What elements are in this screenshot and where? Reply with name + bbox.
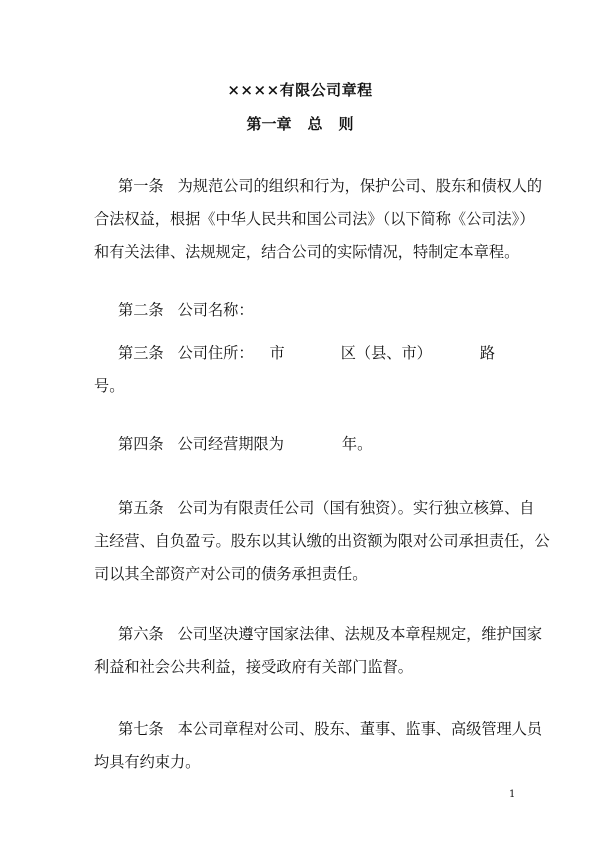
document-title: ××××有限公司章程 bbox=[227, 81, 373, 99]
article-4-unit: 年。 bbox=[341, 435, 373, 453]
article-3-road: 路 bbox=[479, 344, 495, 362]
article-7-label: 第七条 bbox=[118, 720, 164, 738]
article-7 bbox=[94, 713, 543, 779]
page-number: 1 bbox=[509, 789, 516, 800]
chapter-word-1: 总 bbox=[307, 115, 323, 133]
article-3 bbox=[94, 337, 524, 403]
article-1 bbox=[94, 170, 543, 269]
article-2 bbox=[94, 294, 524, 327]
article-3-label: 第三条 bbox=[118, 344, 164, 362]
article-4-label: 第四条 bbox=[118, 435, 164, 453]
article-2-label: 第二条 bbox=[118, 301, 164, 319]
article-1-line-1: 为规范公司的组织和行为，保护公司、股东和债权人的 bbox=[177, 177, 543, 195]
article-5-line-2: 主经营、自负盈亏。股东以其认缴的出资额为限对公司承担责任，公 bbox=[94, 532, 550, 550]
article-3-address-label: 公司住所： bbox=[177, 344, 254, 362]
article-6-label: 第六条 bbox=[118, 625, 164, 643]
article-1-label: 第一条 bbox=[118, 177, 164, 195]
article-3-district: 区（县、市） bbox=[340, 344, 432, 362]
chapter-number: 第一章 bbox=[246, 115, 292, 133]
article-1-line-3: 和有关法律、法规规定，结合公司的实际情况，特制定本章程。 bbox=[94, 243, 520, 261]
article-5 bbox=[94, 492, 550, 591]
article-5-label: 第五条 bbox=[118, 499, 164, 517]
article-5-line-1: 公司为有限责任公司（国有独资）。实行独立核算、自 bbox=[177, 499, 535, 517]
article-6 bbox=[94, 618, 543, 684]
article-6-line-1: 公司坚决遵守国家法律、法规及本章程规定，维护国家 bbox=[177, 625, 543, 643]
chapter-heading bbox=[0, 113, 600, 134]
article-2-line-1: 公司名称： bbox=[177, 301, 254, 319]
article-7-line-1: 本公司章程对公司、股东、董事、监事、高级管理人员 bbox=[177, 720, 543, 738]
article-1-line-2: 合法权益，根据《中华人民共和国公司法》（以下简称《公司法》） bbox=[94, 210, 535, 228]
chapter-word-2: 则 bbox=[338, 115, 354, 133]
article-3-city: 市 bbox=[269, 344, 285, 362]
article-3-line-2: 号。 bbox=[94, 377, 125, 395]
article-7-line-2: 均具有约束力。 bbox=[94, 753, 201, 771]
article-4 bbox=[94, 428, 524, 461]
article-5-line-3: 司以其全部资产对公司的债务承担责任。 bbox=[94, 565, 368, 583]
article-6-line-2: 利益和社会公共利益，接受政府有关部门监督。 bbox=[94, 658, 413, 676]
article-4-term-label: 公司经营期限为 bbox=[177, 435, 284, 453]
